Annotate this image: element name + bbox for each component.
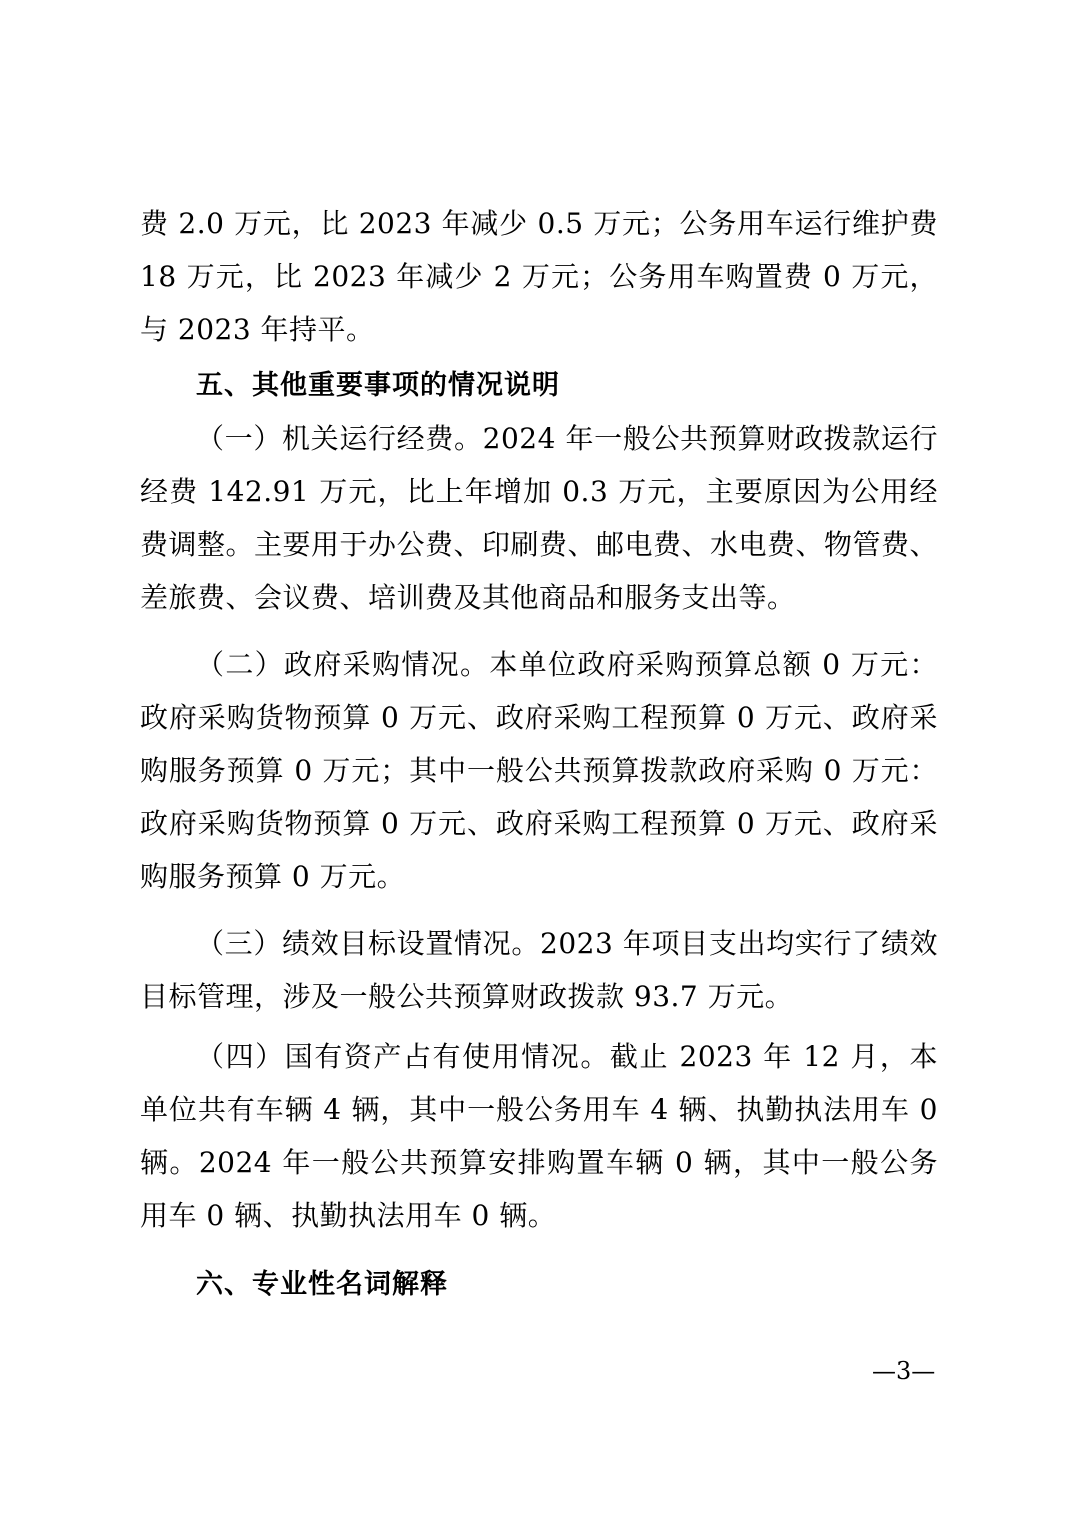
paragraph-performance-targets: （三）绩效目标设置情况。2023 年项目支出均实行了绩效目标管理，涉及一般公共预算财政拨款 93.7 万元。	[140, 927, 938, 1013]
section-heading-6: 六、专业性名词解释	[196, 1269, 448, 1300]
paragraph-state-assets: （四）国有资产占有使用情况。截止 2023 年 12 月，本单位共有车辆 4 辆，其中一般公务用车 4 辆、执勤执法用车 0 辆。2024 年一般公共预算安排购置车辆 0 辆，其中一般公务用车 0 辆、执勤执法用车 0 辆。	[140, 1040, 938, 1232]
paragraph-operating-expenses: （一）机关运行经费。2024 年一般公共预算财政拨款运行经费 142.91 万元，比上年增加 0.3 万元，主要原因为公用经费调整。主要用于办公费、印刷费、邮电费、水电费、物管费、差旅费、会议费、培训费及其他商品和服务支出等。	[140, 422, 939, 614]
paragraph-government-procurement: （二）政府采购情况。本单位政府采购预算总额 0 万元：政府采购货物预算 0 万元、政府采购工程预算 0 万元、政府采购服务预算 0 万元；其中一般公共预算拨款政府采购 0 万元：政府采购货物预算 0 万元、政府采购工程预算 0 万元、政府采购服务预算 0 万元。	[140, 648, 938, 893]
section-heading-5: 五、其他重要事项的情况说明	[196, 370, 560, 401]
paragraph-vehicle-costs: 费 2.0 万元，比 2023 年减少 0.5 万元；公务用车运行维护费 18 万元，比 2023 年减少 2 万元；公务用车购置费 0 万元，与 2023 年持平。	[140, 207, 938, 346]
page-number: —3—	[872, 1357, 936, 1385]
